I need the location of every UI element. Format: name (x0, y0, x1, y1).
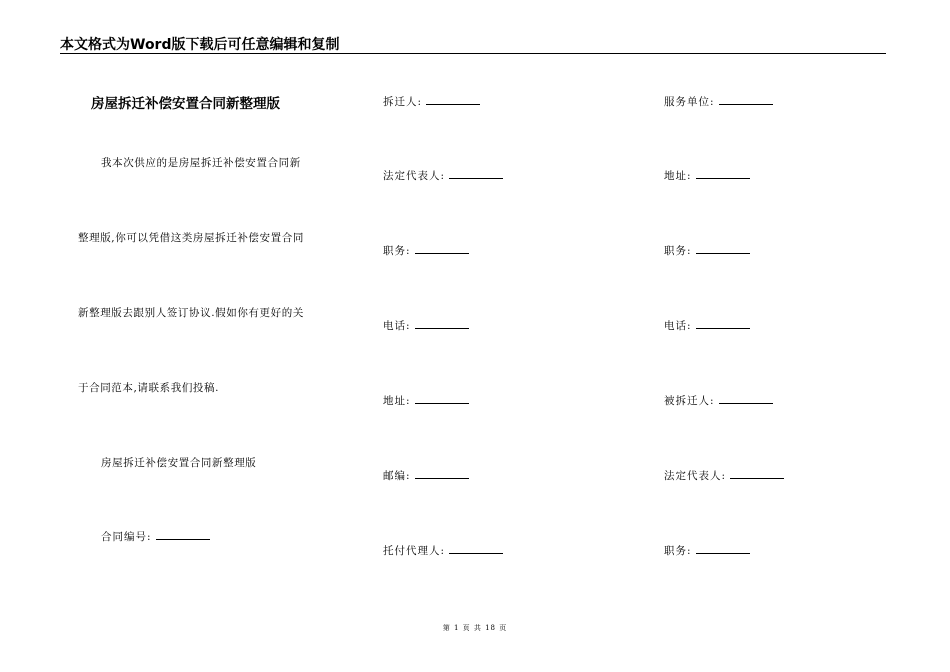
field-blank[interactable] (730, 470, 784, 479)
intro-line: 新整理版去跟别人签订协议.假如你有更好的关 (78, 307, 304, 319)
field-label: 被拆迁人: (664, 395, 715, 407)
field-label: 地址: (383, 395, 411, 407)
page-footer: 第 1 页 共 18 页 (442, 624, 508, 632)
page-header: 本文格式为Word版下载后可任意编辑和复制 (60, 37, 340, 53)
field-blank[interactable] (719, 96, 773, 105)
field-label: 服务单位: (664, 96, 715, 108)
intro-line: 于合同范本,请联系我们投稿. (78, 382, 220, 394)
middle-field (383, 468, 469, 483)
field-label: 电话: (383, 320, 411, 332)
right-field (664, 318, 750, 333)
middle-field (383, 318, 469, 333)
field-blank[interactable] (415, 245, 469, 254)
field-label: 职务: (664, 245, 692, 257)
field-label: 地址: (664, 170, 692, 182)
document-title: 房屋拆迁补偿安置合同新整理版 (91, 96, 280, 112)
right-field (664, 468, 784, 483)
right-field (664, 393, 773, 408)
field-blank[interactable] (449, 170, 503, 179)
field-label: 职务: (383, 245, 411, 257)
field-label: 邮编: (383, 470, 411, 482)
contract-number-blank[interactable] (156, 531, 210, 540)
field-blank[interactable] (696, 545, 750, 554)
middle-field (383, 543, 503, 558)
field-label: 托付代理人: (383, 545, 446, 557)
middle-field (383, 243, 469, 258)
middle-field (383, 393, 469, 408)
right-field (664, 543, 750, 558)
field-blank[interactable] (696, 245, 750, 254)
contract-number-label: 合同编号: (101, 531, 152, 543)
field-blank[interactable] (415, 320, 469, 329)
intro-line: 我本次供应的是房屋拆迁补偿安置合同新 (101, 157, 301, 169)
field-label: 法定代表人: (383, 170, 446, 182)
right-field (664, 94, 773, 109)
field-blank[interactable] (696, 320, 750, 329)
field-label: 法定代表人: (664, 470, 727, 482)
middle-field (383, 94, 480, 109)
field-blank[interactable] (426, 96, 480, 105)
middle-field (383, 168, 503, 183)
field-label: 拆迁人: (383, 96, 423, 108)
field-blank[interactable] (696, 170, 750, 179)
intro-line: 整理版,你可以凭借这类房屋拆迁补偿安置合同 (78, 232, 304, 244)
right-field (664, 168, 750, 183)
field-label: 电话: (664, 320, 692, 332)
field-blank[interactable] (719, 395, 773, 404)
header-divider (60, 53, 886, 54)
field-blank[interactable] (449, 545, 503, 554)
field-blank[interactable] (415, 470, 469, 479)
contract-number-field (101, 529, 210, 544)
subtitle: 房屋拆迁补偿安置合同新整理版 (101, 457, 257, 469)
field-label: 职务: (664, 545, 692, 557)
right-field (664, 243, 750, 258)
field-blank[interactable] (415, 395, 469, 404)
